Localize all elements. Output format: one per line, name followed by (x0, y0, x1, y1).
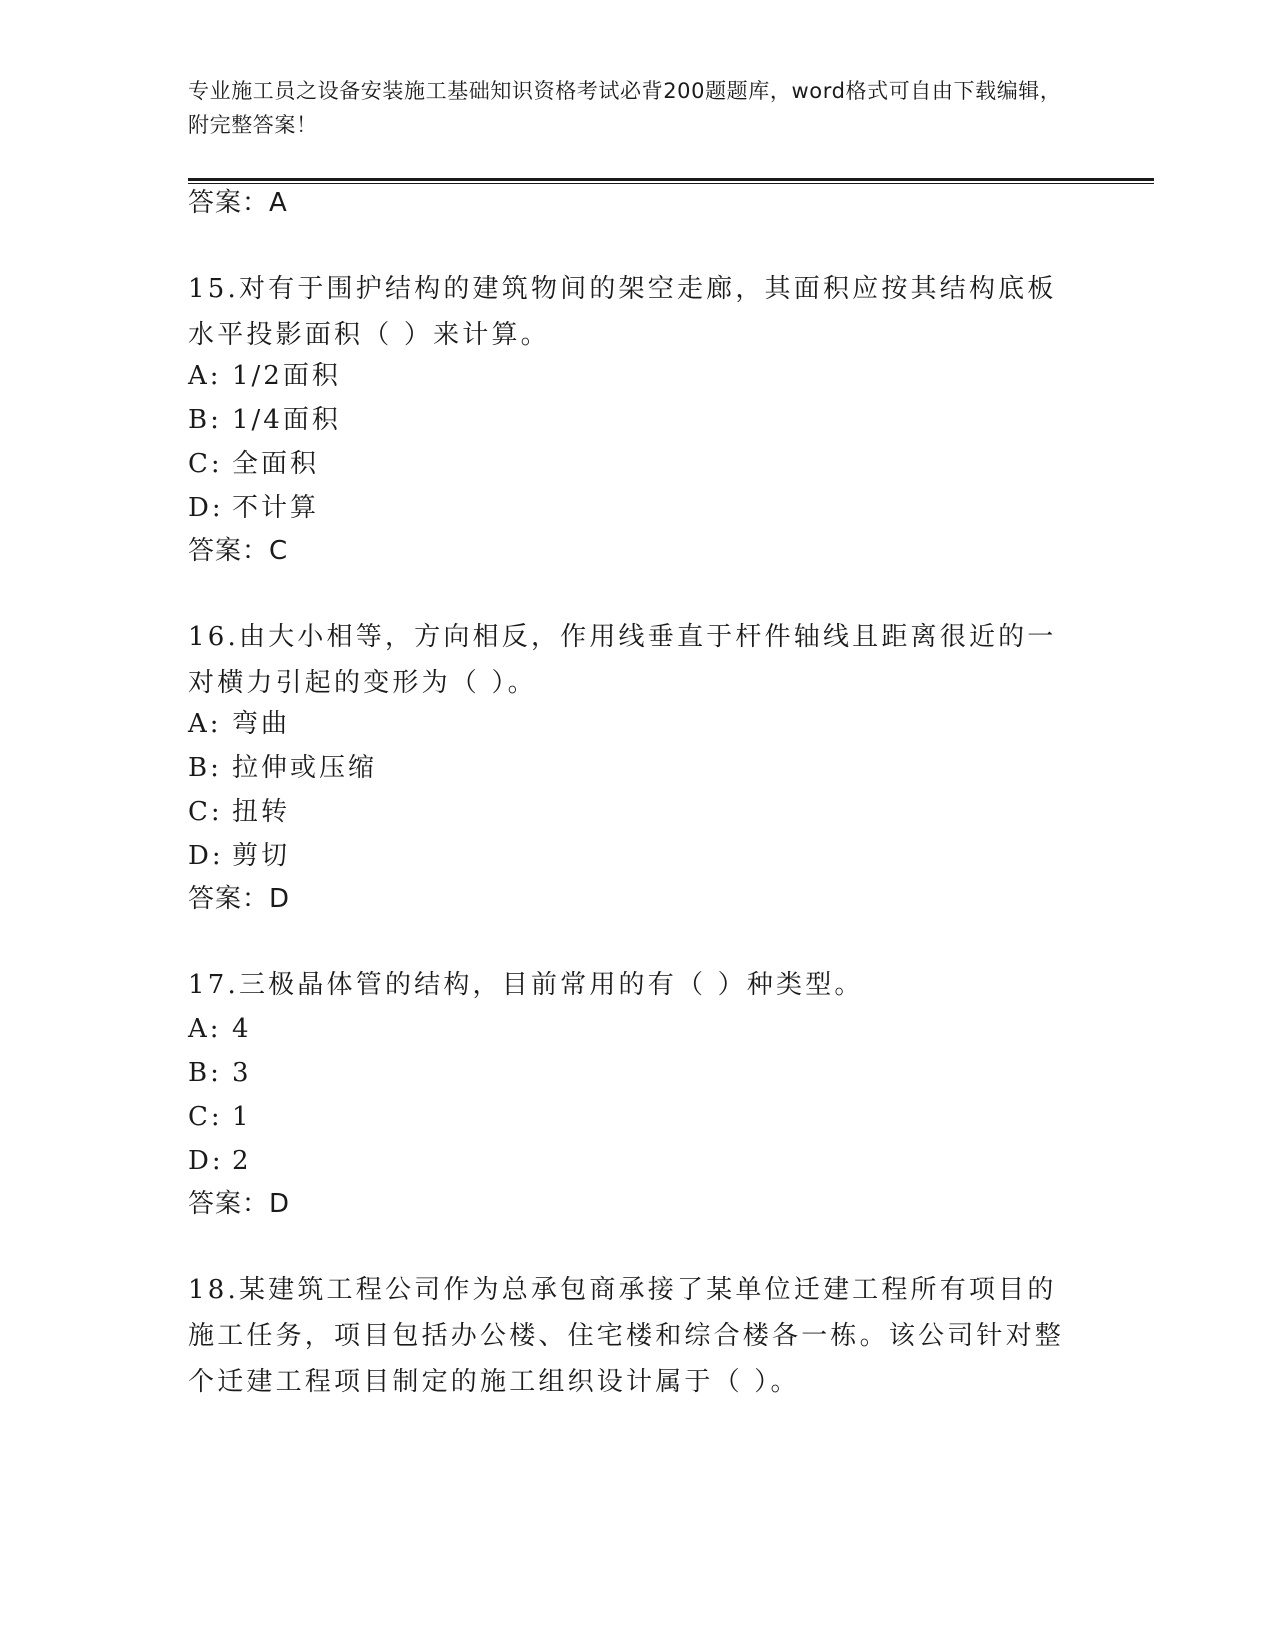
option-16-b (188, 748, 377, 788)
option-16-c (188, 792, 290, 832)
option-text: 1/4面积 (232, 405, 341, 435)
option-text: 剪切 (232, 841, 291, 871)
option-text: 扭转 (232, 797, 291, 827)
option-text: 4 (232, 1014, 252, 1044)
option-16-d (188, 836, 290, 876)
option-text: 3 (232, 1058, 252, 1088)
option-text: 1 (232, 1102, 252, 1132)
question-16: 16.由大小相等，方向相反，作用线垂直于杆件轴线且距离很近的一对横力引起的变形为（ ）。 (188, 622, 1057, 698)
header-divider-thin (188, 183, 1154, 184)
option-15-b (188, 400, 341, 440)
answer-16: 答案：D (188, 884, 291, 914)
option-15-c (188, 444, 319, 484)
option-17-b (188, 1053, 252, 1093)
document-header: 专业施工员之设备安装施工基础知识资格考试必背200题题库，word格式可自由下载编辑，附完整答案！ (188, 79, 1062, 137)
option-text: 不计算 (232, 493, 320, 523)
option-label: C: (188, 1102, 223, 1132)
question-17: 17.三极晶体管的结构，目前常用的有（ ）种类型。 (188, 970, 864, 1000)
answer-14: 答案：A (188, 188, 288, 218)
header-divider (188, 178, 1154, 181)
option-label: A: (188, 1014, 222, 1044)
option-label: D: (188, 1146, 224, 1176)
option-label: B: (188, 753, 222, 783)
question-15: 15.对有于围护结构的建筑物间的架空走廊，其面积应按其结构底板水平投影面积（ ）来计算。 (188, 274, 1057, 350)
option-text: 拉伸或压缩 (232, 753, 378, 783)
option-label: D: (188, 841, 224, 871)
option-17-d (188, 1141, 252, 1181)
option-text: 2 (232, 1146, 252, 1176)
option-15-d (188, 488, 319, 528)
option-label: B: (188, 1058, 222, 1088)
option-16-a (188, 704, 290, 744)
option-text: 弯曲 (232, 709, 291, 739)
option-label: A: (188, 709, 222, 739)
option-15-a (188, 356, 341, 396)
option-17-a (188, 1009, 252, 1049)
option-17-c (188, 1097, 252, 1137)
option-label: D: (188, 493, 224, 523)
option-label: A: (188, 361, 222, 391)
option-label: C: (188, 449, 223, 479)
answer-17: 答案：D (188, 1189, 291, 1219)
option-label: C: (188, 797, 223, 827)
option-text: 1/2面积 (232, 361, 341, 391)
question-18: 18.某建筑工程公司作为总承包商承接了某单位迁建工程所有项目的施工任务，项目包括办公楼、住宅楼和综合楼各一栋。该公司针对整个迁建工程项目制定的施工组织设计属于（ ）。 (188, 1275, 1065, 1397)
answer-15: 答案：C (188, 536, 289, 566)
option-text: 全面积 (232, 449, 320, 479)
option-label: B: (188, 405, 222, 435)
